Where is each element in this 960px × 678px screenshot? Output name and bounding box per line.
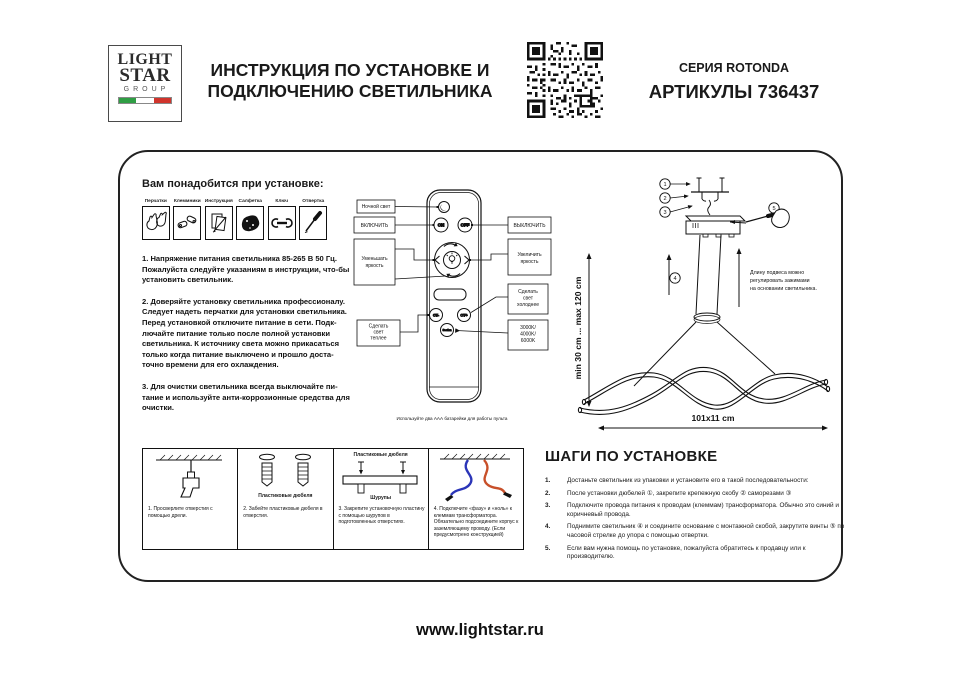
svg-text:свет: свет [373,329,384,336]
note-1: 1. Напряжение питания светильника 85-265 В 50 Гц. Пожалуйста следуйте указаниям в инструкции, что-бы установить светильник. [142,254,350,285]
lightstar-logo [108,45,182,122]
svg-text:свет: свет [522,295,534,302]
section-button [441,324,454,337]
dowels-icon [241,451,329,493]
install-step: 2. После установки дюбелей ①, закрепите крепежную скобу ② саморезами ③ [545,489,792,497]
install-step: 4. Поднимите светильник ④ и соедините основание с монтажной скобой, закрутите винты ⑤ по часовой стрелке до упора с помощью отвертки. [545,523,845,539]
mount-step-3 [334,449,429,549]
blue-wire [451,460,471,495]
svg-text:Сделать: Сделать [518,289,538,295]
website-url: www.lightstar.ru [416,621,544,639]
article-number: АРТИКУЛЫ 736437 [648,81,820,102]
red-wire [484,460,505,493]
svg-text:регулировать зажимами: регулировать зажимами [750,278,810,284]
terminal-blocks-icon [175,208,199,238]
ceiling-bracket [691,178,729,215]
callout-cooler-light [471,284,548,314]
dowels-label: Пластиковые дюбеля [353,452,408,458]
canopy-base [686,216,745,237]
callout-warmer-light [357,314,430,346]
svg-text:яркость: яркость [520,259,539,265]
svg-text:ВЫКЛЮЧИТЬ: ВЫКЛЮЧИТЬ [513,223,546,229]
callout-turn-on [354,217,435,233]
svg-text:4: 4 [673,276,677,282]
lift-arrows [669,249,739,307]
svg-text:Section: Section [442,329,452,333]
drill-icon [146,451,234,503]
adjustment-note [750,270,817,292]
svg-text:OFF: OFF [460,222,470,228]
remote-display [434,289,466,300]
moon-icon [440,204,446,210]
on-button [434,218,448,232]
mounting-steps-grid [142,448,524,550]
mount-step-caption: 3. Закрепите установочную пластину с помощью шурупов в подготовленных отверстиях. [338,506,425,526]
logo-text: GROUP [123,86,170,93]
svg-text:3: 3 [663,210,667,216]
manual-icon [207,208,231,238]
tools-row [140,198,329,240]
height-dimension-label: min 30 cm ... max 120 cm [573,276,583,380]
off-button [458,218,472,232]
svg-text:4000K/: 4000K/ [520,331,536,338]
svg-text:CT+: CT+ [460,313,468,318]
mount-step-2 [238,449,333,549]
right-chevron-icon [465,256,470,264]
svg-text:холоднее: холоднее [517,302,539,308]
mount-step-caption: 2. Забейте пластиковые дюбеля в отверстия. [243,506,323,519]
svg-text:CT-: CT- [432,313,440,318]
note-3: 3. Для очистки светильника всегда выключайте пи-тание и используйте анти-коррозионные средства для очистки. [142,381,350,413]
main-instruction-panel [118,150,843,582]
install-steps-section [545,448,845,566]
svg-text:Увеличить: Увеличить [517,252,542,258]
italian-flag-icon [118,97,172,104]
lamp-body [578,367,829,414]
bulb-icon [447,253,458,263]
tool-napkin: Салфетка [235,198,267,240]
callout-numbers [660,179,692,217]
callout-turn-off [471,217,551,233]
tool-gloves: Перчатки [140,198,172,240]
mount-step-4 [429,449,523,549]
mount-step-caption: 1. Просверлите отверстия с помощью дрели. [148,506,213,519]
gloves-icon [144,208,168,238]
install-step: 3. Подключите провода питания к проводам (клеммам) трансформатора. Обычно это синий и коричневый провода. [545,502,839,518]
install-step: 5. Если вам нужна помощь по установке, пожалуйста обратитесь к продавцу или к производителю. [545,544,806,561]
safety-notes [142,254,352,425]
svg-text:2: 2 [663,196,667,202]
svg-text:Сделать: Сделать [368,323,389,330]
suspension-cables [634,235,775,386]
svg-text:яркость: яркость [365,263,384,269]
battery-note: Используйте два ААА батарейки для работы пульта [396,416,508,421]
mount-step-caption: 4. Подключите «фазу» и «ноль» к клеммам трансформатора. Обязательно подсоедините корпус к заземляющему проводу. (Если предусмотрено конструкцией) [433,506,519,539]
tool-screwdriver: Отвертка [298,198,330,240]
svg-text:Уменьшать: Уменьшать [361,256,388,262]
tool-manual: Инструкция [203,198,235,240]
svg-text:на основании светильника.: на основании светильника. [750,286,817,292]
night-light-button [439,202,450,213]
mount-step-1 [143,449,238,549]
brightness-dial [435,243,470,278]
remote-control-diagram [346,184,558,429]
callout-night-light [357,200,439,213]
tools-heading: Вам понадобится при установке: [142,178,324,190]
svg-text:5: 5 [772,206,776,212]
install-step: 1. Достаньте светильник из упаковки и установите его в такой последовательности: [545,477,809,484]
lamp-diagram [570,168,843,456]
svg-text:1: 1 [663,182,667,188]
screws-label: Шурупы [370,495,392,501]
callout-kelvin [456,320,548,350]
callout-decrease-brightness [354,239,446,285]
qr-code-icon [527,42,603,118]
dowels-label: Пластиковые дюбеля [258,493,313,499]
note-2: 2. Доверяйте установку светильника профессионалу. Следует надеть перчатки для установки светильника. Перед установкой отключите питание в сети. Подк-лючайте питание только после полной установки светильника. К источнику света можно прикасаться только когда питание выключено и прошло доста-точно времени для его охлаждения. [142,296,347,370]
tool-terminals: Клеммники [172,198,204,240]
logo-text: STAR [119,65,171,86]
page-title-line2: ПОДКЛЮЧЕНИЮ СВЕТИЛЬНИКА [207,81,493,101]
logo-text: LIGHT [117,51,173,68]
page-title-line1: ИНСТРУКЦИЯ ПО УСТАНОВКЕ И [210,60,490,80]
width-dimension-label: 101x11 cm [691,413,735,423]
ct-minus-button [430,309,443,322]
napkin-icon [238,208,262,238]
svg-text:3000K/: 3000K/ [520,325,536,331]
install-steps-heading: ШАГИ ПО УСТАНОВКЕ [545,448,718,465]
svg-text:Ночной свет: Ночной свет [361,204,391,210]
svg-text:Длину подвеса можно: Длину подвеса можно [750,270,805,276]
svg-text:ВКЛЮЧИТЬ: ВКЛЮЧИТЬ [360,223,389,229]
screwdriver-icon [301,208,325,238]
wrench-icon [270,208,294,238]
left-chevron-icon [435,256,440,264]
ct-plus-button [458,309,471,322]
svg-text:теплее: теплее [370,335,387,342]
svg-text:ON: ON [437,222,445,228]
mounting-plate-icon [337,459,425,495]
series-label: СЕРИЯ ROTONDA [678,61,790,75]
svg-text:6000K: 6000K [520,338,536,344]
page-title [185,60,515,102]
tool-wrench: Ключ [266,198,298,240]
wires-icon [432,451,520,503]
